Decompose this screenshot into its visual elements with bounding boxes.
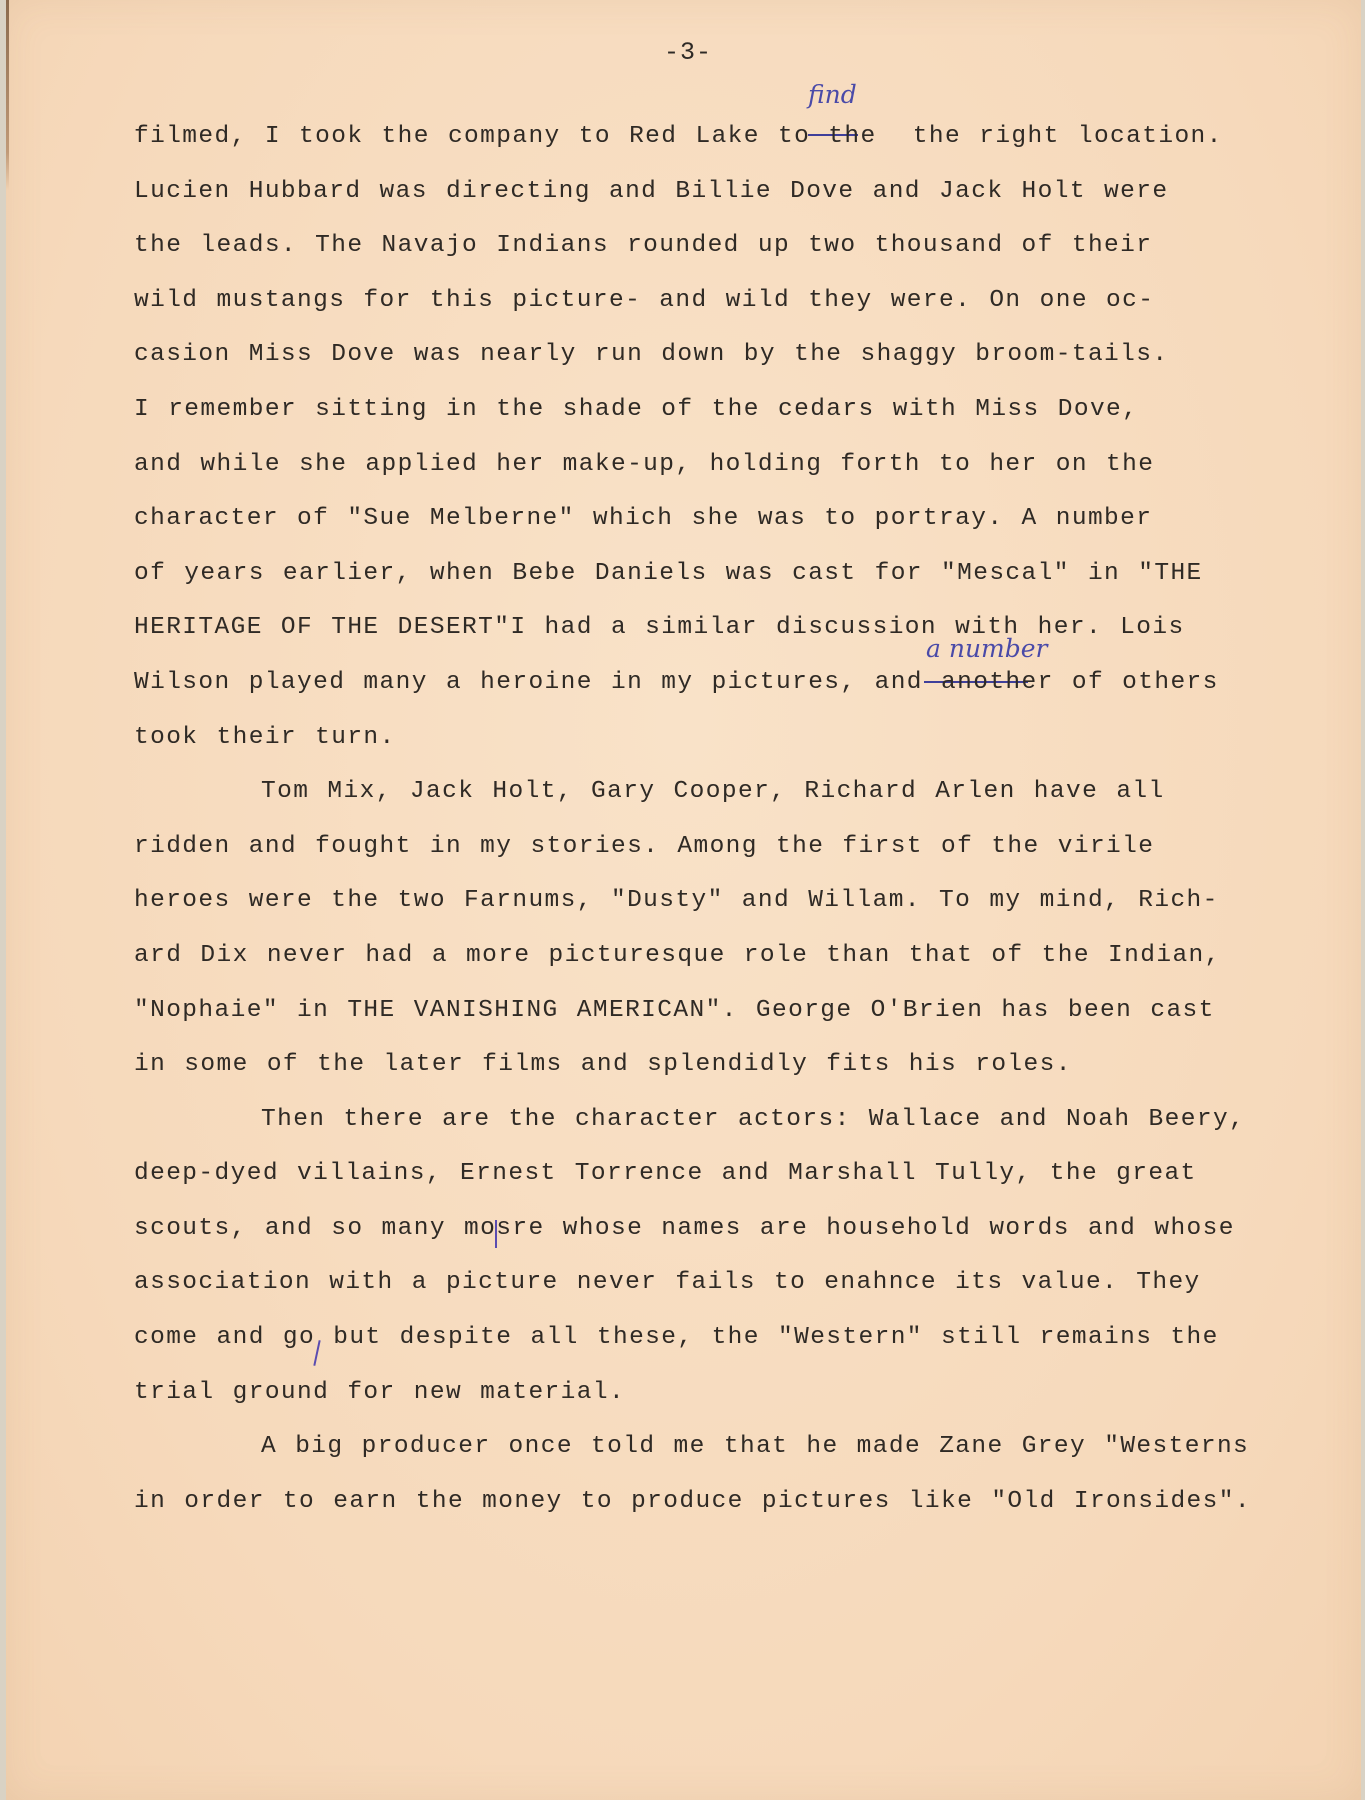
paragraph-start-line: Tom Mix, Jack Holt, Gary Cooper, Richard Arlen have all: [261, 778, 1165, 806]
body-text: [134, 110, 1254, 1529]
text-line: "Nophaie" in THE VANISHING AMERICAN". George O'Brien has been cast: [134, 996, 1215, 1024]
text-line: of years earlier, when Bebe Daniels was cast for "Mescal" in "THE: [134, 559, 1203, 587]
typewritten-page: [6, 0, 1361, 1800]
text-line: character of "Sue Melberne" which she was to portray. A number: [134, 505, 1153, 533]
text-line: wild mustangs for this picture- and wild they were. On one oc-: [134, 286, 1155, 314]
page-number: -3-: [664, 38, 713, 67]
text-line: Wilson played many a heroine in my pictures, and another of others: [134, 668, 1219, 696]
text-line: in some of the later films and splendidly fits his roles.: [134, 1051, 1072, 1079]
handwritten-a-number: a number: [926, 634, 1048, 663]
text-line: scouts, and so many mosre whose names are household words and whose: [134, 1214, 1235, 1242]
text-line: heroes were the two Farnums, "Dusty" and Willam. To my mind, Rich-: [134, 887, 1219, 915]
text-line: I remember sitting in the shade of the cedars with Miss Dove,: [134, 395, 1139, 423]
text-line: trial ground for new material.: [134, 1378, 626, 1406]
text-line: took their turn.: [134, 723, 396, 751]
text-line: in order to earn the money to produce pictures like "Old Ironsides".: [134, 1487, 1251, 1515]
paragraph-start-line: Then there are the character actors: Wallace and Noah Beery,: [261, 1105, 1246, 1133]
text-line: ard Dix never had a more picturesque role than that of the Indian,: [134, 941, 1221, 969]
page-edge-mark: [6, 0, 9, 190]
text-line: casion Miss Dove was nearly run down by the shaggy broom-tails.: [134, 341, 1169, 369]
text-line: deep-dyed villains, Ernest Torrence and Marshall Tully, the great: [134, 1160, 1197, 1188]
text-line: HERITAGE OF THE DESERT"I had a similar discussion with her. Lois: [134, 614, 1185, 642]
text-line: ridden and fought in my stories. Among the first of the virile: [134, 832, 1155, 860]
text-line: Lucien Hubbard was directing and Billie Dove and Jack Holt were: [134, 177, 1169, 205]
text-line: the leads. The Navajo Indians rounded up two thousand of their: [134, 232, 1153, 260]
text-line: filmed, I took the company to Red Lake to the the right location.: [134, 123, 1223, 150]
handwritten-find: find: [808, 80, 857, 109]
text-line: come and go but despite all these, the "Western" still remains the: [134, 1324, 1219, 1352]
paragraph-start-line: A big producer once told me that he made Zane Grey "Westerns: [261, 1433, 1250, 1461]
text-line: and while she applied her make-up, holding forth to her on the: [134, 450, 1155, 478]
text-line: association with a picture never fails to enahnce its value. They: [134, 1269, 1201, 1297]
